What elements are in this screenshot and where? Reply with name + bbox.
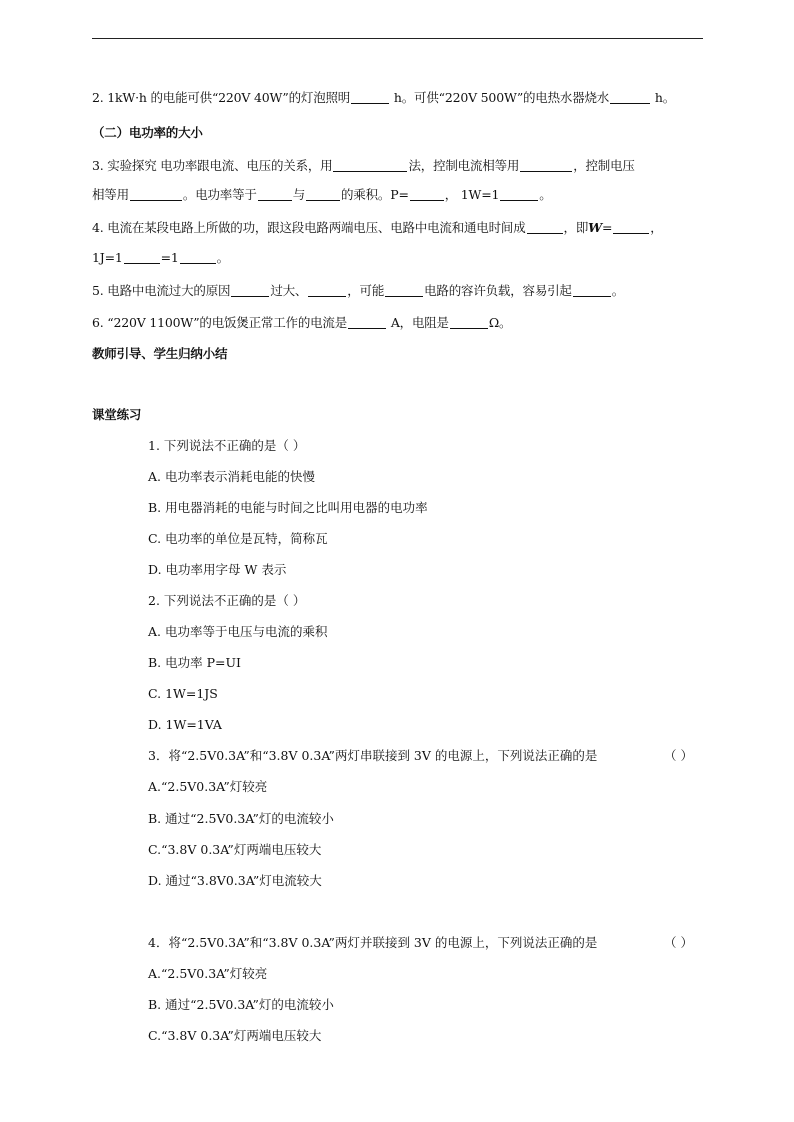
blank-resistance[interactable]: [450, 316, 488, 329]
fill-item-3-line-1: [92, 158, 635, 174]
practice-heading: 课堂练习: [92, 407, 142, 422]
fill-item-4-line-1: [92, 220, 663, 236]
blank-current-equal[interactable]: [520, 159, 572, 172]
item5-text-2: 过大、: [270, 283, 308, 298]
blank-heater-hours[interactable]: [610, 91, 650, 104]
header-rule: [92, 38, 703, 39]
item3-text-5: 。电功率等于: [182, 187, 257, 202]
blank-joule-unit-2[interactable]: [180, 251, 216, 264]
item2-text-3: h。: [651, 90, 676, 105]
item4-text-1: 4. 电流在某段电路上所做的功，跟这段电路两端电压、电路中电流和通电时间成: [92, 220, 526, 235]
item2-text-2: h。可供“220V 500W”的电热水器烧水: [390, 90, 610, 105]
summary-heading: 教师引导、学生归纳小结: [92, 346, 228, 361]
blank-watt-unit[interactable]: [500, 188, 538, 201]
blank-factor-2[interactable]: [306, 188, 340, 201]
question-3-option-c[interactable]: C.“3.8V 0.3A”灯两端电压较大: [148, 842, 322, 857]
item4-w-symbol: W: [588, 220, 602, 235]
item5-text-1: 5. 电路中电流过大的原因: [92, 283, 231, 298]
blank-cause[interactable]: [231, 284, 269, 297]
item3-text-1: 3. 实验探究 电功率跟电流、电压的关系，用: [92, 158, 333, 173]
item6-text-1: 6. “220V 1100W”的电饭煲正常工作的电流是: [92, 315, 348, 330]
item3-text-4: 相等用: [92, 187, 129, 202]
question-2-option-b[interactable]: B. 电功率 P=UI: [148, 655, 241, 670]
item4-text-3: =: [601, 220, 613, 235]
question-3-option-b[interactable]: B. 通过“2.5V0.3A”灯的电流较小: [148, 811, 334, 826]
fill-item-3-line-2: [92, 187, 552, 203]
blank-proportion[interactable]: [527, 221, 563, 234]
question-3-stem: 3．将“2.5V0.3A”和“3.8V 0.3A”两灯串联接到 3V 的电源上，下列说法正确的是: [148, 748, 598, 763]
item5-text-4: 电路的容许负载，容易引起: [424, 283, 572, 298]
item6-text-2: A，电阻是: [387, 315, 449, 330]
blank-w-formula[interactable]: [613, 221, 649, 234]
item3-text-7: 的乘积。P=: [341, 187, 409, 202]
fill-item-6: [92, 315, 511, 331]
question-4-answer-paren[interactable]: （ ）: [664, 935, 693, 950]
question-3-option-d[interactable]: D. 通过“3.8V0.3A”灯电流较大: [148, 873, 322, 888]
fill-item-2: [92, 90, 675, 106]
question-2-option-a[interactable]: A. 电功率等于电压与电流的乘积: [148, 624, 328, 639]
item5-text-3: ，可能: [347, 283, 385, 298]
question-3-answer-paren[interactable]: （ ）: [664, 748, 693, 763]
question-1-stem: 1. 下列说法不正确的是（ ）: [148, 438, 306, 453]
fill-item-5: [92, 283, 624, 299]
item3-text-2: 法，控制电流相等用: [408, 158, 520, 173]
item3-text-8: ， 1W=1: [444, 187, 500, 202]
question-1-option-c[interactable]: C. 电功率的单位是瓦特，简称瓦: [148, 531, 328, 546]
item4-text-5: 1J=1: [92, 250, 123, 265]
blank-lamp-hours[interactable]: [351, 91, 389, 104]
item3-text-3: ，控制电压: [573, 158, 635, 173]
question-4-option-b[interactable]: B. 通过“2.5V0.3A”灯的电流较小: [148, 997, 334, 1012]
item3-text-6: 与: [292, 187, 306, 202]
question-4-option-a[interactable]: A.“2.5V0.3A”灯较亮: [148, 966, 268, 981]
question-2-option-c[interactable]: C. 1W=1JS: [148, 686, 218, 701]
blank-voltage-equal[interactable]: [130, 188, 182, 201]
blank-p-formula[interactable]: [410, 188, 444, 201]
question-2-stem: 2. 下列说法不正确的是（ ）: [148, 593, 306, 608]
item4-text-4: ，: [650, 220, 663, 235]
item3-text-9: 。: [539, 187, 552, 202]
item4-text-2: ，即: [563, 220, 589, 235]
blank-current[interactable]: [348, 316, 386, 329]
question-1-option-b[interactable]: B. 用电器消耗的电能与时间之比叫用电器的电功率: [148, 500, 428, 515]
fill-item-4-line-2: [92, 250, 229, 266]
blank-method[interactable]: [333, 159, 407, 172]
question-3-option-a[interactable]: A.“2.5V0.3A”灯较亮: [148, 779, 268, 794]
item6-text-3: Ω。: [488, 315, 512, 330]
question-2-option-d[interactable]: D. 1W=1VA: [148, 717, 222, 732]
blank-cause-2[interactable]: [308, 284, 346, 297]
item4-text-6: =1: [160, 250, 179, 265]
blank-factor-1[interactable]: [258, 188, 292, 201]
item4-text-7: 。: [216, 250, 229, 265]
section-title: （二）电功率的大小: [92, 125, 203, 140]
question-4-stem: 4．将“2.5V0.3A”和“3.8V 0.3A”两灯并联接到 3V 的电源上，下列说法正确的是: [148, 935, 598, 950]
item5-text-5: 。: [611, 283, 625, 298]
item2-text-1: 2. 1kW·h 的电能可供“220V 40W”的灯泡照明: [92, 90, 351, 105]
question-1-option-a[interactable]: A. 电功率表示消耗电能的快慢: [148, 469, 315, 484]
question-4-option-c[interactable]: C.“3.8V 0.3A”灯两端电压较大: [148, 1028, 322, 1043]
question-1-option-d[interactable]: D. 电功率用字母 W 表示: [148, 562, 287, 577]
blank-joule-unit-1[interactable]: [124, 251, 160, 264]
blank-exceed[interactable]: [385, 284, 423, 297]
blank-result[interactable]: [573, 284, 611, 297]
